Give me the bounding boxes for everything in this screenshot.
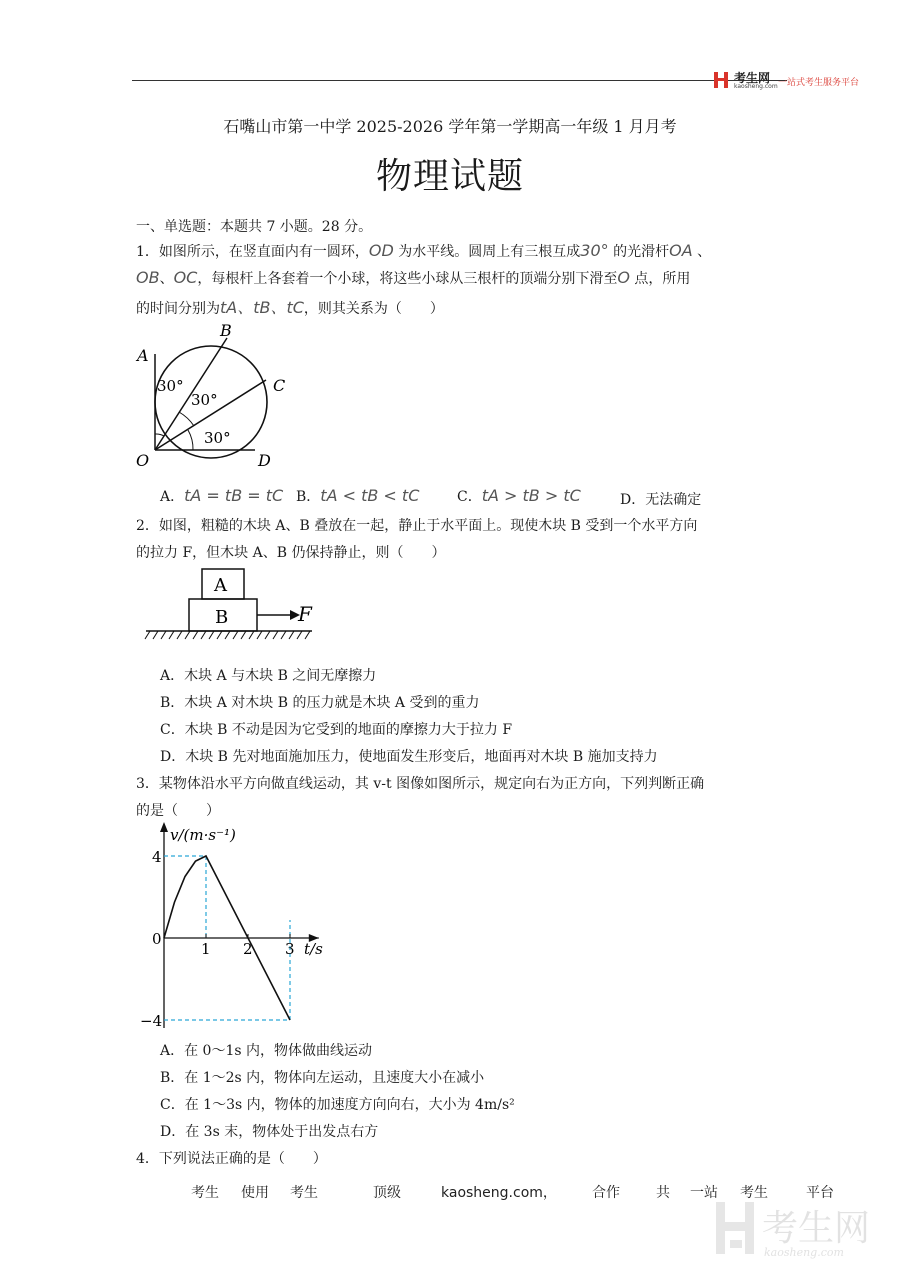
q1-math-oc: OC: [173, 268, 198, 287]
option-math: tA < tB < tC: [320, 486, 420, 505]
q3-option-d[interactable]: D．在 3s 末，物体处于出发点右方: [160, 1124, 379, 1140]
footer-word: 考生: [740, 1185, 768, 1201]
footer-word: 合作: [592, 1185, 620, 1201]
angle-label-3: 30°: [204, 429, 231, 447]
force-label: F: [298, 602, 312, 626]
label-c: C: [273, 376, 286, 395]
y-tick-label: 4: [152, 848, 162, 866]
q1-line3: [136, 295, 444, 318]
q1-text: 为水平线。圆周上有三根互成: [398, 244, 581, 260]
option-prefix: B．: [296, 489, 321, 505]
option-math: tA = tB = tC: [184, 486, 284, 505]
watermark: [716, 1200, 886, 1260]
q1-line2: [136, 268, 690, 288]
q2-blocks-figure: [142, 564, 322, 648]
footer-word: 考生: [290, 1185, 318, 1201]
q4-line1: 4．下列说法正确的是（ ）: [136, 1151, 327, 1167]
q3-option-c[interactable]: C．在 1～3s 内，物体的加速度方向向右，大小为 4m/s²: [160, 1097, 515, 1113]
x-tick-label: 3: [285, 940, 295, 958]
angle-arc: [155, 434, 164, 436]
block-b-label: B: [215, 607, 229, 628]
q1-math-oa: OA: [669, 241, 693, 260]
q1-math-od: OD: [368, 241, 394, 260]
label-a: A: [137, 346, 149, 365]
q3-line2: 的是（ ）: [136, 803, 220, 819]
q1-text: 的光滑杆: [613, 244, 670, 260]
q1-option-d[interactable]: D．无法确定: [620, 492, 702, 508]
x-tick-label: 2: [243, 940, 253, 958]
q2-line1: 2．如图，粗糙的木块 A、B 叠放在一起，静止于水平面上。现使木块 B 受到一个水平方向: [136, 518, 698, 534]
option-prefix: A．: [160, 489, 185, 505]
label-d: D: [258, 451, 271, 470]
y-axis-label: v/(m·s⁻¹): [170, 826, 236, 844]
y-axis-arrow: [160, 822, 168, 832]
logo-slogan: 一站式考生服务平台: [778, 78, 860, 88]
x-tick-label: 1: [201, 940, 211, 958]
main-title: 物理试题: [375, 156, 524, 197]
watermark-name: 考生网: [762, 1208, 871, 1249]
logo-name: 考生网: [734, 71, 771, 85]
block-a-label: A: [214, 575, 227, 596]
ground-hatching: [145, 631, 310, 639]
label-b: B: [220, 321, 232, 340]
footer-word: 平台: [806, 1185, 834, 1201]
q1-math-angle: 30°: [580, 241, 609, 260]
x-axis-label: t/s: [304, 940, 323, 958]
logo-site: kaosheng.com: [734, 83, 778, 90]
q1-text: ，则其关系为（ ）: [303, 301, 444, 317]
angle-label-1: 30°: [157, 377, 184, 395]
brand-logo[interactable]: [714, 70, 894, 92]
q1-text: 、: [159, 271, 174, 287]
label-o: O: [136, 451, 150, 470]
q3-option-a[interactable]: A．在 0～1s 内，物体做曲线运动: [160, 1043, 373, 1059]
y-tick-label: 0: [152, 930, 162, 948]
q1-line1: [136, 241, 711, 261]
footer-word: 共: [656, 1185, 670, 1201]
angle-label-2: 30°: [191, 391, 218, 409]
q1-option-b[interactable]: [296, 486, 419, 506]
q1-math-ob: OB: [136, 268, 160, 287]
y-tick-label: −4: [140, 1012, 163, 1028]
footer-word: 一站: [690, 1185, 718, 1201]
footer-word: 使用: [241, 1185, 269, 1201]
q1-math-o: O: [617, 268, 630, 287]
footer-word: 顶级: [373, 1185, 401, 1201]
q2-option-b[interactable]: B．木块 A 对木块 B 的压力就是木块 A 受到的重力: [160, 695, 480, 711]
q1-option-c[interactable]: [457, 486, 581, 506]
q1-text: ，每根杆上各套着一个小球，将这些小球从三根杆的顶端分别下滑至: [197, 271, 618, 287]
angle-arc: [179, 412, 194, 426]
exam-title: 石嘴山市第一中学 2025-2026 学年第一学期高一年级 1 月月考: [223, 117, 677, 136]
q1-math-times: tA、tB、tC: [220, 298, 304, 317]
angle-arc: [188, 430, 193, 450]
q1-text: 的时间分别为: [136, 301, 220, 317]
header-rule: [132, 80, 787, 81]
q1-circle-figure: [128, 318, 298, 476]
option-math: tA > tB > tC: [481, 486, 581, 505]
logo-mark-icon: [714, 72, 730, 88]
q1-option-a[interactable]: [160, 486, 283, 506]
footer-word: 考生: [191, 1185, 219, 1201]
q2-option-d[interactable]: D．木块 B 先对地面施加压力，使地面发生形变后，地面再对木块 B 施加支持力: [160, 749, 658, 765]
q3-option-b[interactable]: B．在 1～2s 内，物体向左运动，且速度大小在减小: [160, 1070, 485, 1086]
vt-chart: [134, 818, 334, 1028]
q2-line2: 的拉力 F，但木块 A、B 仍保持静止，则（ ）: [136, 545, 446, 561]
option-prefix: C．: [457, 489, 482, 505]
q1-text: 点，所用: [634, 271, 691, 287]
q2-option-c[interactable]: C．木块 B 不动是因为它受到的地面的摩擦力大于拉力 F: [160, 722, 513, 738]
footer-link[interactable]: kaosheng.com，: [441, 1185, 557, 1201]
q1-text: 1．如图所示，在竖直面内有一圆环，: [136, 244, 369, 260]
watermark-icon: [716, 1202, 754, 1254]
section-heading: 一、单选题：本题共 7 小题。28 分。: [136, 219, 373, 235]
watermark-site: kaosheng.com: [764, 1246, 844, 1259]
q3-line1: 3．某物体沿水平方向做直线运动，其 v-t 图像如图所示，规定向右为正方向，下列判断正确: [136, 776, 705, 792]
q1-text: 、: [697, 244, 712, 260]
q2-option-a[interactable]: A．木块 A 与木块 B 之间无摩擦力: [160, 668, 377, 684]
